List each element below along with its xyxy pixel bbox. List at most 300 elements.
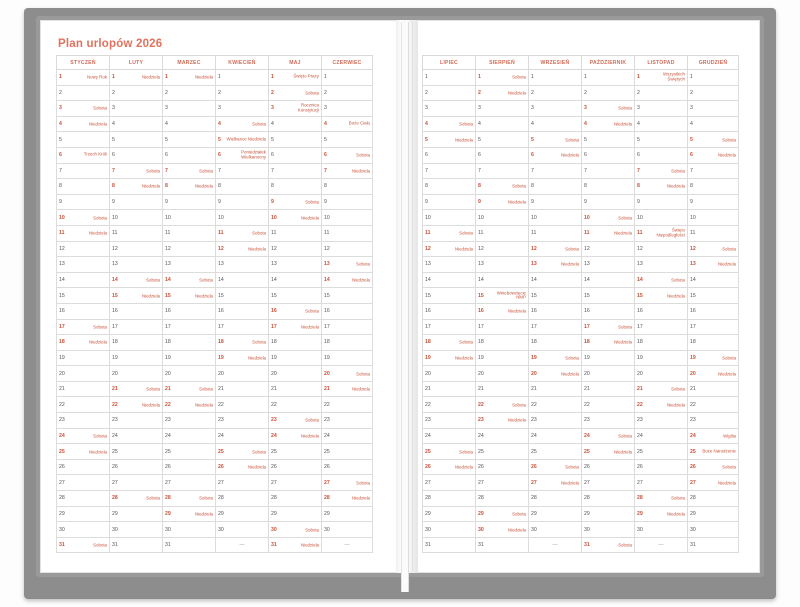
day-cell[interactable]	[476, 428, 529, 444]
day-cell[interactable]	[529, 366, 582, 382]
day-cell[interactable]	[269, 85, 322, 101]
day-cell[interactable]	[529, 272, 582, 288]
day-cell[interactable]	[582, 475, 635, 491]
day-cell[interactable]	[163, 444, 216, 460]
day-cell[interactable]	[322, 194, 373, 210]
day-cell[interactable]	[688, 241, 739, 257]
day-cell[interactable]	[476, 132, 529, 148]
day-cell[interactable]	[688, 506, 739, 522]
day-cell[interactable]	[635, 257, 688, 273]
day-cell[interactable]	[269, 147, 322, 163]
day-cell[interactable]	[110, 506, 163, 522]
day-cell[interactable]	[582, 428, 635, 444]
day-cell[interactable]	[322, 179, 373, 195]
day-cell[interactable]	[635, 85, 688, 101]
day-cell[interactable]	[582, 116, 635, 132]
day-cell[interactable]	[635, 116, 688, 132]
day-cell[interactable]	[582, 335, 635, 351]
day-cell[interactable]	[57, 85, 110, 101]
day-cell[interactable]	[322, 350, 373, 366]
day-cell[interactable]	[269, 506, 322, 522]
day-cell[interactable]	[269, 272, 322, 288]
day-cell[interactable]	[635, 350, 688, 366]
day-cell[interactable]	[529, 163, 582, 179]
day-cell[interactable]	[269, 428, 322, 444]
day-cell[interactable]	[635, 506, 688, 522]
day-cell[interactable]	[476, 381, 529, 397]
day-cell[interactable]	[57, 147, 110, 163]
day-cell[interactable]	[110, 210, 163, 226]
day-cell[interactable]	[269, 132, 322, 148]
day-cell[interactable]	[688, 85, 739, 101]
day-cell[interactable]	[216, 491, 269, 507]
day-cell[interactable]	[163, 272, 216, 288]
day-cell[interactable]	[529, 70, 582, 86]
day-cell[interactable]	[110, 194, 163, 210]
day-cell[interactable]	[216, 303, 269, 319]
day-cell[interactable]	[529, 413, 582, 429]
day-cell[interactable]	[216, 257, 269, 273]
day-cell[interactable]	[688, 413, 739, 429]
day-cell[interactable]	[423, 413, 476, 429]
day-cell[interactable]	[635, 522, 688, 538]
day-cell[interactable]	[110, 413, 163, 429]
day-cell[interactable]	[476, 116, 529, 132]
day-cell[interactable]	[322, 397, 373, 413]
day-cell[interactable]	[163, 70, 216, 86]
day-cell[interactable]	[57, 303, 110, 319]
day-cell[interactable]	[269, 381, 322, 397]
day-cell[interactable]	[57, 101, 110, 117]
day-cell[interactable]	[688, 288, 739, 304]
day-cell[interactable]	[110, 319, 163, 335]
day-cell[interactable]	[529, 132, 582, 148]
day-cell[interactable]	[216, 319, 269, 335]
day-cell[interactable]	[269, 241, 322, 257]
day-cell[interactable]	[57, 132, 110, 148]
day-cell[interactable]	[582, 101, 635, 117]
day-cell[interactable]	[529, 194, 582, 210]
day-cell[interactable]	[269, 350, 322, 366]
day-cell[interactable]	[476, 366, 529, 382]
day-cell[interactable]	[57, 163, 110, 179]
day-cell[interactable]	[163, 288, 216, 304]
day-cell[interactable]	[57, 70, 110, 86]
day-cell[interactable]	[322, 257, 373, 273]
day-cell[interactable]	[163, 522, 216, 538]
day-cell[interactable]	[110, 116, 163, 132]
day-cell[interactable]	[322, 459, 373, 475]
day-cell[interactable]	[476, 210, 529, 226]
day-cell[interactable]	[582, 444, 635, 460]
day-cell[interactable]	[476, 491, 529, 507]
day-cell[interactable]	[216, 522, 269, 538]
day-cell[interactable]	[57, 335, 110, 351]
day-cell[interactable]	[110, 444, 163, 460]
day-cell[interactable]	[163, 257, 216, 273]
day-cell[interactable]	[635, 179, 688, 195]
day-cell[interactable]	[423, 522, 476, 538]
day-cell[interactable]	[163, 147, 216, 163]
day-cell[interactable]	[57, 210, 110, 226]
day-cell[interactable]	[269, 210, 322, 226]
day-cell[interactable]	[688, 350, 739, 366]
day-cell[interactable]	[110, 101, 163, 117]
day-cell[interactable]	[635, 491, 688, 507]
day-cell[interactable]	[476, 85, 529, 101]
day-cell[interactable]	[110, 397, 163, 413]
day-cell[interactable]	[57, 522, 110, 538]
day-cell[interactable]	[582, 194, 635, 210]
day-cell[interactable]	[635, 319, 688, 335]
day-cell[interactable]	[582, 257, 635, 273]
day-cell[interactable]	[163, 491, 216, 507]
day-cell[interactable]	[269, 225, 322, 241]
day-cell[interactable]	[582, 506, 635, 522]
day-cell[interactable]	[635, 132, 688, 148]
day-cell[interactable]	[688, 272, 739, 288]
day-cell[interactable]	[110, 225, 163, 241]
day-cell[interactable]	[635, 288, 688, 304]
day-cell[interactable]	[635, 70, 688, 86]
day-cell[interactable]	[476, 179, 529, 195]
day-cell[interactable]	[216, 288, 269, 304]
day-cell[interactable]	[635, 444, 688, 460]
day-cell[interactable]	[110, 350, 163, 366]
day-cell[interactable]	[322, 475, 373, 491]
day-cell[interactable]	[582, 241, 635, 257]
day-cell[interactable]	[322, 225, 373, 241]
day-cell[interactable]	[163, 537, 216, 553]
day-cell[interactable]	[688, 491, 739, 507]
day-cell[interactable]	[163, 132, 216, 148]
day-cell[interactable]	[529, 303, 582, 319]
day-cell[interactable]	[582, 366, 635, 382]
day-cell[interactable]	[216, 335, 269, 351]
day-cell[interactable]	[163, 319, 216, 335]
day-cell[interactable]	[476, 288, 529, 304]
day-cell[interactable]	[635, 272, 688, 288]
day-cell[interactable]	[423, 303, 476, 319]
day-cell[interactable]	[269, 257, 322, 273]
day-cell[interactable]	[476, 257, 529, 273]
day-cell[interactable]	[423, 147, 476, 163]
day-cell[interactable]	[423, 225, 476, 241]
day-cell[interactable]	[322, 70, 373, 86]
day-cell[interactable]	[476, 194, 529, 210]
day-cell[interactable]	[110, 272, 163, 288]
day-cell[interactable]	[57, 319, 110, 335]
day-cell[interactable]	[688, 335, 739, 351]
day-cell[interactable]	[322, 163, 373, 179]
day-cell[interactable]	[110, 537, 163, 553]
day-cell[interactable]	[110, 85, 163, 101]
day-cell[interactable]	[322, 491, 373, 507]
day-cell[interactable]	[529, 225, 582, 241]
day-cell[interactable]	[216, 444, 269, 460]
day-cell[interactable]	[423, 70, 476, 86]
day-cell[interactable]	[582, 70, 635, 86]
day-cell[interactable]	[110, 522, 163, 538]
day-cell[interactable]	[529, 444, 582, 460]
day-cell[interactable]	[688, 459, 739, 475]
day-cell[interactable]	[582, 272, 635, 288]
day-cell[interactable]	[476, 303, 529, 319]
day-cell[interactable]	[216, 116, 269, 132]
day-cell[interactable]	[423, 366, 476, 382]
day-cell[interactable]	[423, 272, 476, 288]
day-cell[interactable]	[269, 70, 322, 86]
day-cell[interactable]	[163, 350, 216, 366]
day-cell[interactable]	[688, 194, 739, 210]
day-cell[interactable]	[163, 381, 216, 397]
day-cell[interactable]	[57, 475, 110, 491]
day-cell[interactable]	[423, 475, 476, 491]
day-cell[interactable]	[163, 303, 216, 319]
day-cell[interactable]	[582, 381, 635, 397]
day-cell[interactable]	[529, 241, 582, 257]
day-cell[interactable]	[476, 272, 529, 288]
day-cell[interactable]	[216, 459, 269, 475]
day-cell[interactable]	[269, 179, 322, 195]
day-cell[interactable]	[57, 381, 110, 397]
day-cell[interactable]	[688, 475, 739, 491]
day-cell[interactable]	[582, 85, 635, 101]
day-cell[interactable]	[582, 163, 635, 179]
day-cell[interactable]	[57, 194, 110, 210]
day-cell[interactable]	[269, 288, 322, 304]
day-cell[interactable]	[688, 101, 739, 117]
day-cell[interactable]	[57, 459, 110, 475]
day-cell[interactable]	[110, 147, 163, 163]
day-cell[interactable]	[529, 116, 582, 132]
day-cell[interactable]	[216, 366, 269, 382]
day-cell[interactable]	[163, 428, 216, 444]
day-cell[interactable]	[529, 459, 582, 475]
day-cell[interactable]	[476, 70, 529, 86]
day-cell[interactable]	[269, 491, 322, 507]
day-cell[interactable]	[582, 210, 635, 226]
day-cell[interactable]	[110, 475, 163, 491]
day-cell[interactable]	[582, 179, 635, 195]
day-cell[interactable]	[635, 397, 688, 413]
day-cell[interactable]	[322, 444, 373, 460]
day-cell[interactable]	[529, 350, 582, 366]
day-cell[interactable]	[110, 335, 163, 351]
day-cell[interactable]	[688, 70, 739, 86]
day-cell[interactable]	[216, 241, 269, 257]
day-cell[interactable]	[582, 147, 635, 163]
day-cell[interactable]	[423, 257, 476, 273]
day-cell[interactable]	[529, 288, 582, 304]
day-cell[interactable]	[529, 257, 582, 273]
day-cell[interactable]	[163, 179, 216, 195]
day-cell[interactable]	[635, 335, 688, 351]
day-cell[interactable]	[423, 335, 476, 351]
day-cell[interactable]	[163, 459, 216, 475]
day-cell[interactable]	[216, 179, 269, 195]
day-cell[interactable]	[57, 491, 110, 507]
day-cell[interactable]	[322, 241, 373, 257]
day-cell[interactable]	[529, 210, 582, 226]
day-cell[interactable]	[163, 506, 216, 522]
day-cell[interactable]	[110, 303, 163, 319]
day-cell[interactable]	[322, 522, 373, 538]
day-cell[interactable]	[476, 506, 529, 522]
day-cell[interactable]	[269, 459, 322, 475]
day-cell[interactable]	[582, 288, 635, 304]
day-cell[interactable]	[57, 366, 110, 382]
day-cell[interactable]	[476, 537, 529, 553]
day-cell[interactable]	[529, 522, 582, 538]
day-cell[interactable]	[529, 397, 582, 413]
day-cell[interactable]	[269, 194, 322, 210]
day-cell[interactable]	[476, 335, 529, 351]
day-cell[interactable]	[529, 179, 582, 195]
day-cell[interactable]	[269, 522, 322, 538]
day-cell[interactable]	[476, 241, 529, 257]
day-cell[interactable]	[529, 506, 582, 522]
day-cell[interactable]	[582, 350, 635, 366]
day-cell[interactable]	[163, 366, 216, 382]
day-cell[interactable]	[423, 537, 476, 553]
day-cell[interactable]	[269, 366, 322, 382]
day-cell[interactable]	[529, 475, 582, 491]
day-cell[interactable]	[216, 210, 269, 226]
day-cell[interactable]	[163, 475, 216, 491]
day-cell[interactable]	[322, 428, 373, 444]
day-cell[interactable]	[688, 366, 739, 382]
day-cell[interactable]	[688, 132, 739, 148]
day-cell[interactable]	[635, 381, 688, 397]
day-cell[interactable]	[476, 459, 529, 475]
day-cell[interactable]	[635, 459, 688, 475]
day-cell[interactable]	[110, 257, 163, 273]
day-cell[interactable]	[322, 101, 373, 117]
day-cell[interactable]	[269, 475, 322, 491]
day-cell[interactable]	[269, 116, 322, 132]
day-cell[interactable]	[423, 459, 476, 475]
day-cell[interactable]	[163, 241, 216, 257]
day-cell[interactable]	[476, 522, 529, 538]
day-cell[interactable]	[423, 132, 476, 148]
day-cell[interactable]	[216, 272, 269, 288]
day-cell[interactable]	[688, 179, 739, 195]
day-cell[interactable]	[269, 537, 322, 553]
day-cell[interactable]	[423, 428, 476, 444]
day-cell[interactable]	[163, 210, 216, 226]
day-cell[interactable]	[163, 85, 216, 101]
day-cell[interactable]	[476, 413, 529, 429]
day-cell[interactable]	[269, 101, 322, 117]
day-cell[interactable]	[269, 163, 322, 179]
day-cell[interactable]	[110, 428, 163, 444]
day-cell[interactable]	[269, 444, 322, 460]
day-cell[interactable]	[269, 335, 322, 351]
day-cell[interactable]	[269, 319, 322, 335]
day-cell[interactable]	[216, 163, 269, 179]
day-cell[interactable]	[423, 116, 476, 132]
day-cell[interactable]	[110, 70, 163, 86]
day-cell[interactable]	[423, 241, 476, 257]
day-cell[interactable]	[322, 272, 373, 288]
day-cell[interactable]	[688, 319, 739, 335]
day-cell[interactable]	[476, 225, 529, 241]
day-cell[interactable]	[582, 522, 635, 538]
day-cell[interactable]	[163, 163, 216, 179]
day-cell[interactable]	[163, 116, 216, 132]
day-cell[interactable]	[269, 413, 322, 429]
day-cell[interactable]	[476, 163, 529, 179]
day-cell[interactable]	[582, 397, 635, 413]
day-cell[interactable]	[688, 537, 739, 553]
day-cell[interactable]	[57, 241, 110, 257]
day-cell[interactable]	[110, 381, 163, 397]
day-cell[interactable]	[688, 444, 739, 460]
day-cell[interactable]	[582, 413, 635, 429]
day-cell[interactable]	[529, 428, 582, 444]
day-cell[interactable]	[216, 147, 269, 163]
day-cell[interactable]	[423, 506, 476, 522]
day-cell[interactable]	[529, 147, 582, 163]
day-cell[interactable]	[110, 288, 163, 304]
day-cell[interactable]	[423, 350, 476, 366]
day-cell[interactable]	[322, 506, 373, 522]
day-cell[interactable]	[688, 257, 739, 273]
day-cell[interactable]	[635, 413, 688, 429]
day-cell[interactable]	[57, 397, 110, 413]
day-cell[interactable]	[322, 116, 373, 132]
day-cell[interactable]	[57, 257, 110, 273]
day-cell[interactable]	[476, 319, 529, 335]
day-cell[interactable]	[163, 194, 216, 210]
day-cell[interactable]	[216, 194, 269, 210]
day-cell[interactable]	[57, 350, 110, 366]
day-cell[interactable]	[322, 85, 373, 101]
day-cell[interactable]	[582, 132, 635, 148]
day-cell[interactable]	[688, 397, 739, 413]
day-cell[interactable]	[57, 506, 110, 522]
day-cell[interactable]	[163, 413, 216, 429]
day-cell[interactable]	[216, 350, 269, 366]
day-cell[interactable]	[163, 397, 216, 413]
day-cell[interactable]	[110, 459, 163, 475]
day-cell[interactable]	[476, 475, 529, 491]
day-cell[interactable]	[216, 85, 269, 101]
day-cell[interactable]	[322, 413, 373, 429]
day-cell[interactable]	[423, 194, 476, 210]
day-cell[interactable]	[110, 132, 163, 148]
day-cell[interactable]	[322, 335, 373, 351]
day-cell[interactable]	[216, 475, 269, 491]
day-cell[interactable]	[476, 147, 529, 163]
day-cell[interactable]	[322, 366, 373, 382]
day-cell[interactable]	[423, 288, 476, 304]
day-cell[interactable]	[635, 194, 688, 210]
day-cell[interactable]	[322, 288, 373, 304]
day-cell[interactable]	[688, 428, 739, 444]
day-cell[interactable]	[635, 428, 688, 444]
day-cell[interactable]	[635, 147, 688, 163]
day-cell[interactable]	[57, 179, 110, 195]
day-cell[interactable]	[476, 444, 529, 460]
day-cell[interactable]	[529, 491, 582, 507]
day-cell[interactable]	[423, 444, 476, 460]
day-cell[interactable]	[582, 319, 635, 335]
day-cell[interactable]	[688, 163, 739, 179]
day-cell[interactable]	[582, 225, 635, 241]
day-cell[interactable]	[688, 210, 739, 226]
